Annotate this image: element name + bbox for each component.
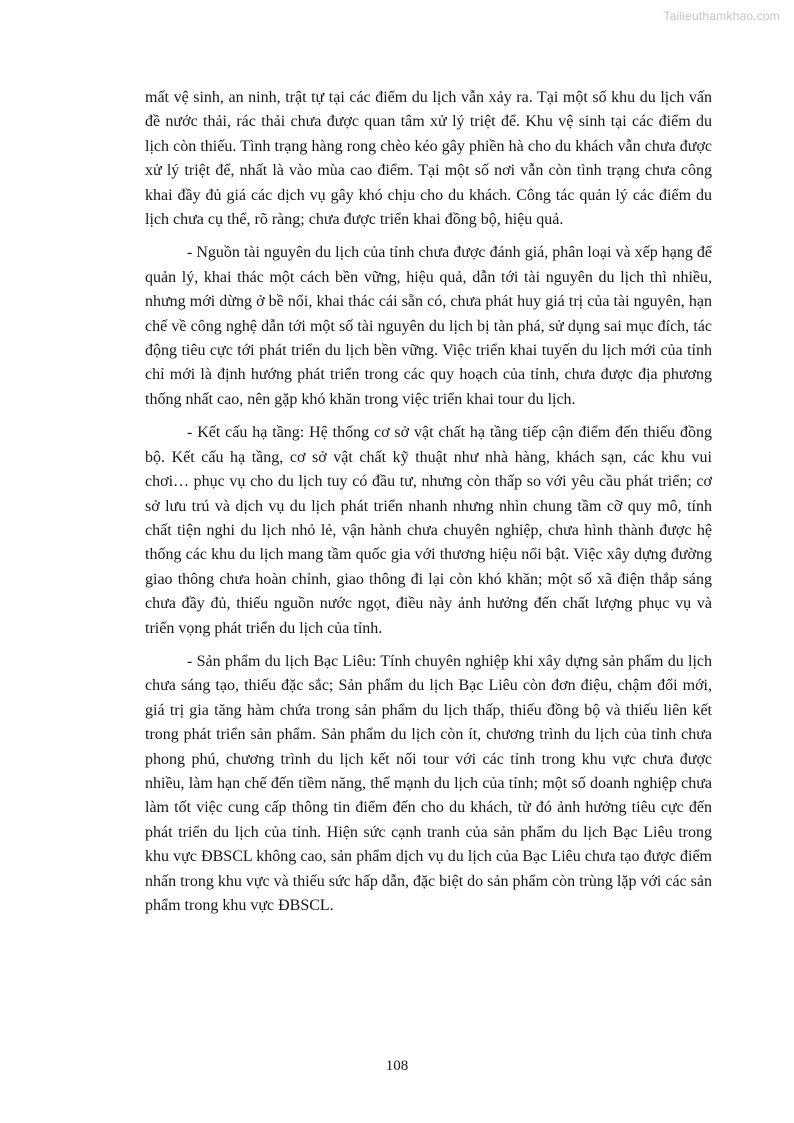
paragraph: - Kết cấu hạ tầng: Hệ thống cơ sở vật chất hạ tầng tiếp cận điểm đến thiếu đồng bộ. Kết cấu hạ tầng, cơ sở vật chất kỹ thuật như nhà hàng, khách sạn, các khu vui chơi… phục vụ cho du lịch tuy có đầu tư, nhưng còn thấp so với yêu cầu phát triển; cơ sở lưu trú và dịch vụ du lịch phát triển nhanh nhưng nhìn chung tầm cỡ quy mô, tính chất tiện nghi du lịch nhỏ lẻ, vận hành chưa chuyên nghiệp, chưa hình thành được hệ thống các khu du lịch mang tầm quốc gia với thương hiệu nổi bật. Việc xây dựng đường giao thông chưa hoàn chỉnh, giao thông đi lại còn khó khăn; một số xã điện thắp sáng chưa đầy đủ, thiếu nguồn nước ngọt, điều này ảnh hưởng đến chất lượng phục vụ và triển vọng phát triển du lịch của tỉnh.	[145, 424, 712, 637]
page-number: 108	[385, 1058, 409, 1074]
paragraph: mất vệ sinh, an ninh, trật tự tại các điểm du lịch vẫn xảy ra. Tại một số khu du lịch vấn đề nước thải, rác thải chưa được quan tâm xử lý triệt để. Khu vệ sinh tại các điểm du lịch còn thiếu. Tình trạng hàng rong chèo kéo gây phiền hà cho du khách vẫn chưa được xử lý triệt để, nhất là vào mùa cao điểm. Tại một số nơi vẫn còn tình trạng chưa công khai đầy đủ giá các dịch vụ gây khó chịu cho du khách. Công tác quản lý các điểm du lịch chưa cụ thể, rõ ràng; chưa được triển khai đồng bộ, hiệu quả.	[145, 89, 712, 229]
document-body	[145, 86, 712, 927]
paragraph: - Nguồn tài nguyên du lịch của tỉnh chưa được đánh giá, phân loại và xếp hạng để quản lý, khai thác một cách bền vững, hiệu quả, dẫn tới tài nguyên du lịch thì nhiều, nhưng mới dừng ở bề nổi, khai thác cái sẵn có, chưa phát huy giá trị của tài nguyên, hạn chế về công nghệ dẫn tới một số tài nguyên du lịch bị tàn phá, sử dụng sai mục đích, tác động tiêu cực tới phát triển du lịch bền vững. Việc triển khai tuyến du lịch mới của tỉnh chỉ mới là định hướng phát triển trong các quy hoạch của tỉnh, chưa được địa phương thống nhất cao, nên gặp khó khăn trong việc triển khai tour du lịch.	[145, 244, 712, 408]
paragraph: - Sản phẩm du lịch Bạc Liêu: Tính chuyên nghiệp khi xây dựng sản phẩm du lịch chưa sáng tạo, thiếu đặc sắc; Sản phẩm du lịch Bạc Liêu còn đơn điệu, chậm đổi mới, giá trị gia tăng hàm chứa trong sản phẩm du lịch thấp, thiếu đồng bộ và thiếu liên kết trong phát triển sản phẩm. Sản phẩm du lịch còn ít, chương trình du lịch của tỉnh chưa phong phú, chương trình du lịch kết nối tour với các tỉnh trong khu vực chưa được nhiều, làm hạn chế đến tiềm năng, thế mạnh du lịch của tỉnh; một số doanh nghiệp chưa làm tốt việc cung cấp thông tin điểm đến cho du khách, từ đó ảnh hưởng tiêu cực đến phát triển du lịch của tỉnh. Hiện sức cạnh tranh của sản phẩm du lịch Bạc Liêu trong khu vực ĐBSCL không cao, sản phẩm dịch vụ du lịch của Bạc Liêu chưa tạo được điểm nhấn trong khu vực và thiếu sức hấp dẫn, đặc biệt do sản phẩm còn trùng lặp với các sản phẩm trong khu vực ĐBSCL.	[145, 652, 712, 914]
watermark: Tailieuthamkhao.com	[663, 9, 780, 23]
